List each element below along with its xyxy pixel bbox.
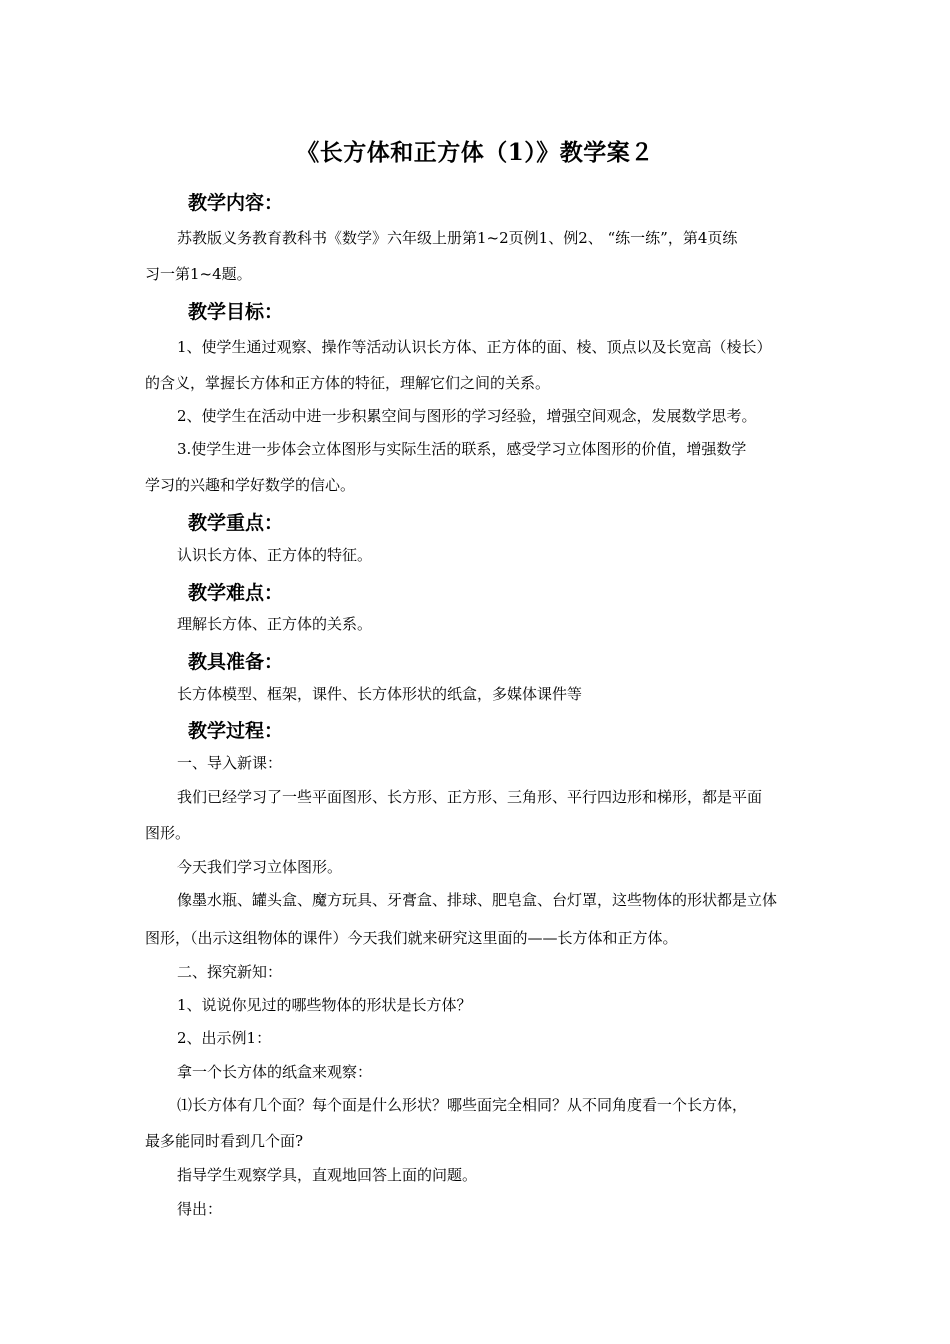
content-line-2: 习一第1~4题。 [145,265,252,283]
process-line-1: 一、导入新课： [177,754,283,772]
process-line-12: 最多能同时看到几个面? [145,1132,304,1150]
document-title: 《长方体和正方体（1）》教学案２ [296,139,654,166]
process-line-11: ⑴长方体有几个面？每个面是什么形状？哪些面完全相同？从不同角度看一个长方体， [177,1096,748,1114]
difficulties-line-1: 理解长方体、正方体的关系。 [177,615,373,633]
process-line-14: 得出： [177,1200,223,1218]
process-line-6: 图形，（出示这组物体的课件）今天我们就来研究这里面的——长方体和正方体。 [145,929,678,947]
content-line-1: 苏教版义务教育教科书《数学》六年级上册第1~2页例1、例2、 “练一练”，第4页练 [177,229,738,247]
process-line-7: 二、探究新知： [177,963,283,981]
goals-line-5: 学习的兴趣和学好数学的信心。 [145,476,356,494]
process-line-3: 图形。 [145,824,191,842]
process-line-10: 拿一个长方体的纸盒来观察： [177,1063,373,1081]
goals-line-4: 3.使学生进一步体会立体图形与实际生活的联系，感受学习立体图形的价值，增强数学 [177,440,747,458]
section-heading-content: 教学内容： [188,192,284,214]
process-line-4: 今天我们学习立体图形。 [177,858,343,876]
process-line-5: 像墨水瓶、罐头盒、魔方玩具、牙膏盒、排球、肥皂盒、台灯罩，这些物体的形状都是立体 [177,891,778,909]
section-heading-materials: 教具准备： [188,651,284,673]
section-heading-difficulties: 教学难点： [188,582,284,604]
goals-line-1: 1、使学生通过观察、操作等活动认识长方体、正方体的面、棱、顶点以及长宽高（棱长） [177,338,772,356]
section-heading-process: 教学过程： [188,720,284,742]
process-line-13: 指导学生观察学具，直观地回答上面的问题。 [177,1166,478,1184]
section-heading-goals: 教学目标： [188,301,284,323]
process-line-9: 2、出示例1： [177,1029,272,1047]
process-line-2: 我们已经学习了一些平面图形、长方形、正方形、三角形、平行四边形和梯形，都是平面 [177,788,763,806]
process-line-8: 1、说说你见过的哪些物体的形状是长方体？ [177,996,472,1014]
key-points-line-1: 认识长方体、正方体的特征。 [177,546,373,564]
materials-line-1: 长方体模型、框架，课件、长方体形状的纸盒，多媒体课件等 [177,685,583,703]
section-heading-key-points: 教学重点： [188,512,284,534]
goals-line-3: 2、使学生在活动中进一步积累空间与图形的学习经验，增强空间观念，发展数学思考。 [177,407,757,425]
goals-line-2: 的含义，掌握长方体和正方体的特征，理解它们之间的关系。 [145,374,551,392]
